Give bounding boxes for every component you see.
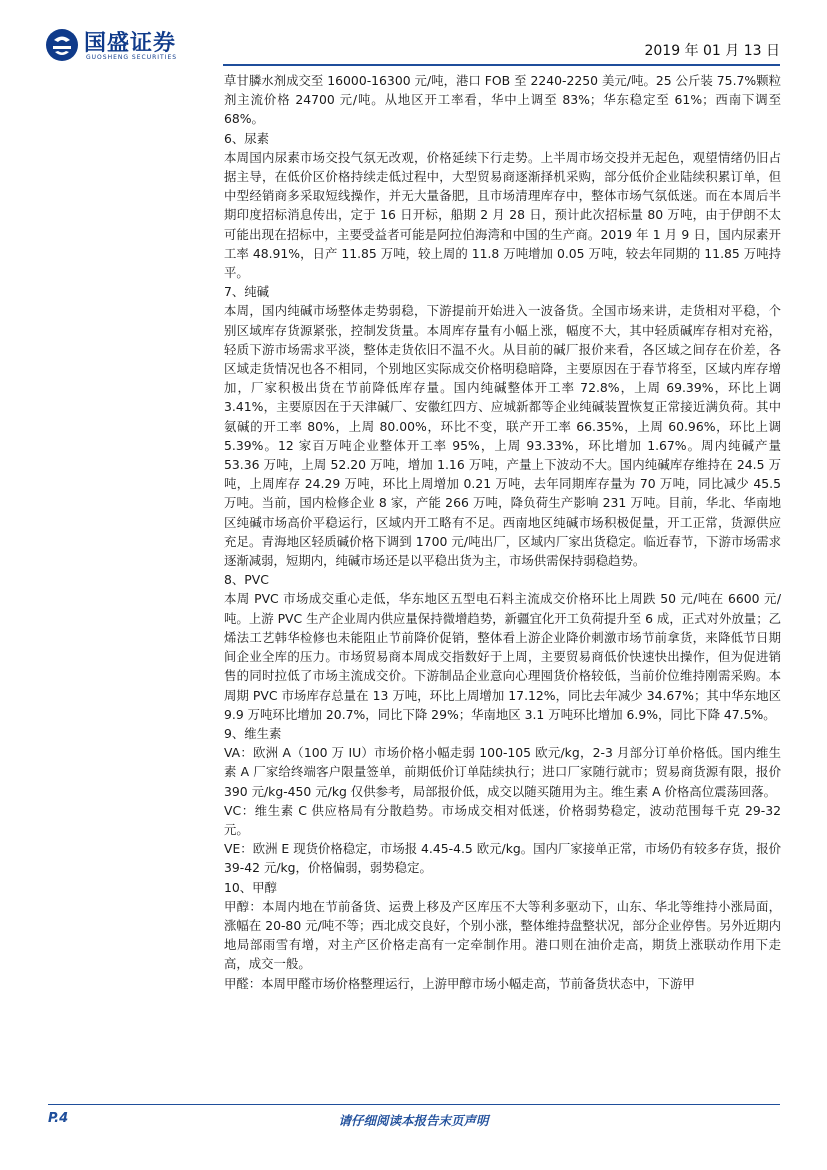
report-body [224, 71, 781, 993]
page-header [0, 0, 827, 70]
paragraph: 本周国内尿素市场交投气氛无改观，价格延续下行走势。上半周市场交投并无起色，观望情绪仍旧占据主导，在低价区价格持续走低过程中，大型贸易商逐渐择机采购，部分低价企业陆续积累订单，但中型经销商多采取短线操作，并无大量备肥，且市场清理库存中，整体市场气氛低迷。而在本周后半期印度招标消息传出，定于 16 日开标，船期 2 月 28 日，预计此次招标量 80 万吨，由于伊朗不太可能出现在招标中，主要受益者可能是阿拉伯海湾和中国的生产商。2019 年 1 月 9 日，国内尿素开工率 48.91%，日产 11.85 万吨，较上周的 11.8 万吨增加 0.05 万吨，较去年同期的 11.85 万吨持平。 [224, 149, 781, 281]
section-heading-soda-ash: 7、纯碱 [224, 284, 270, 300]
report-date: 2019 年 01 月 13 日 [644, 43, 780, 59]
page-number: P.4 [48, 1111, 69, 1126]
brand-subtitle: GUOSHENG SECURITIES [86, 54, 178, 61]
paragraph: 甲醇：本周内地在节前备货、运费上移及产区库压不大等利多驱动下，山东、华北等维持小涨局面，涨幅在 20-80 元/吨不等；西北成交良好，个别小涨，整体维持盘整状况，部分企业停售。另外近期内地局部雨雪有增，对主产区价格走高有一定牵制作用。港口则在油价走高，期货上涨联动作用下走高，成交一般。 [224, 898, 781, 972]
paragraph: VA：欧洲 A（100 万 IU）市场价格小幅走弱 100-105 欧元/kg，2-3 月部分订单价格低。国内维生素 A 厂家给终端客户限量签单，前期低价订单陆续执行；进口厂家随行就市；贸易商货源有限，报价 390 元/kg-450 元/kg 仅供参考，局部报价低，成交以随买随用为主。维生素 A 价格高位震荡回落。 [224, 745, 781, 799]
paragraph: 草甘膦水剂成交至 16000-16300 元/吨，港口 FOB 至 2240-2250 美元/吨。25 公斤装 75.7%颗粒剂主流价格 24700 元/吨。从地区开工率看，华中上调至 83%；华东稳定至 61%；西南下调至 68%。 [224, 73, 781, 127]
guosheng-logo-icon [44, 27, 80, 63]
paragraph: VE：欧洲 E 现货价格稳定，市场报 4.45-4.5 欧元/kg。国内厂家接单正常，市场仍有较多存货，报价 39-42 元/kg，价格偏弱，弱势稳定。 [224, 841, 781, 876]
disclaimer-note: 请仔细阅读本报告末页声明 [338, 1113, 489, 1128]
header-divider [223, 64, 780, 66]
section-heading-urea: 6、尿素 [224, 130, 270, 146]
section-heading-methanol: 10、甲醇 [224, 879, 277, 895]
footer-divider [48, 1104, 780, 1105]
paragraph: 甲醛：本周甲醛市场价格整理运行，上游甲醇市场小幅走高，节前备货状态中，下游甲 [224, 975, 695, 991]
brand-name: 国盛证券 [84, 31, 177, 56]
paragraph: VC：维生素 C 供应格局有分散趋势。市场成交相对低迷，价格弱势稳定，波动范围每千克 29-32 元。 [224, 802, 781, 837]
paragraph: 本周，国内纯碱市场整体走势弱稳，下游提前开始进入一波备货。全国市场来讲，走货相对平稳，个别区域库存货源紧张，控制发货量。本周库存量有小幅上涨，幅度不大，其中轻质碱库存相对充裕，轻质下游市场需求平淡，整体走货依旧不温不火。从目前的碱厂报价来看，各区域之间存在价差，各区域走货情况也各不相同，个别地区实际成交价格明稳暗降，主要原因在于春节将至，区域内库存增加，厂家积极出货在节前降低库存量。国内纯碱整体开工率 72.8%，上周 69.39%，环比上调 3.41%，主要原因在于天津碱厂、安徽红四方、应城新都等企业纯碱装置恢复正常接近满负荷。其中氨碱的开工率 80%，上周 80.00%，环比不变，联产开工率 66.35%，上周 60.96%，环比上调 5.39%。12 家百万吨企业整体开工率 95%，上周 93.33%，环比增加 1.67%。周内纯碱产量 53.36 万吨，上周 52.20 万吨，增加 1.16 万吨，产量上下波动不大。国内纯碱库存维持在 24.5 万吨，上周库存 24.29 万吨，环比上周增加 0.21 万吨，去年同期库存量为 70 万吨，同比减少 45.5 万吨。当前，国内检修企业 8 家，产能 266 万吨，降负荷生产影响 231 万吨。目前，华北、华南地区纯碱市场高价平稳运行，区域内开工略有不足。西南地区纯碱市场积极促量，开工正常，货源供应充足。青海地区轻质碱价格下调到 1700 元/吨出厂，区域内厂家出货稳定。临近春节，下游市场需求逐渐减弱，短期内，纯碱市场还是以平稳出货为主，市场供需保持弱稳趋势。 [224, 303, 781, 569]
section-heading-vitamin: 9、维生素 [224, 725, 282, 741]
section-heading-pvc: 8、PVC [224, 572, 269, 588]
paragraph: 本周 PVC 市场成交重心走低，华东地区五型电石料主流成交价格环比上周跌 50 元/吨在 6600 元/吨。上游 PVC 生产企业周内供应量保持微增趋势，新疆宜化开工负荷提升至 6 成，正式对外放量；乙烯法工艺韩华检修也未能阻止节前降价促销，整体看上游企业降价刺激市场节前拿货，来降低节日期间企业全库的压力。市场贸易商本周成交指数好于上周，主要贸易商低价快速快出操作，但为促进销售的同时拉低了市场主流成交价。下游制品企业意向心理囤货价格较低，当前价位维持刚需采购。本周期 PVC 市场库存总量在 13 万吨，环比上周增加 17.12%，同比去年减少 34.67%；其中华东地区 9.9 万吨环比增加 20.7%，同比下降 29%；华南地区 3.1 万吨环比增加 6.9%，同比下降 47.5%。 [224, 591, 781, 722]
